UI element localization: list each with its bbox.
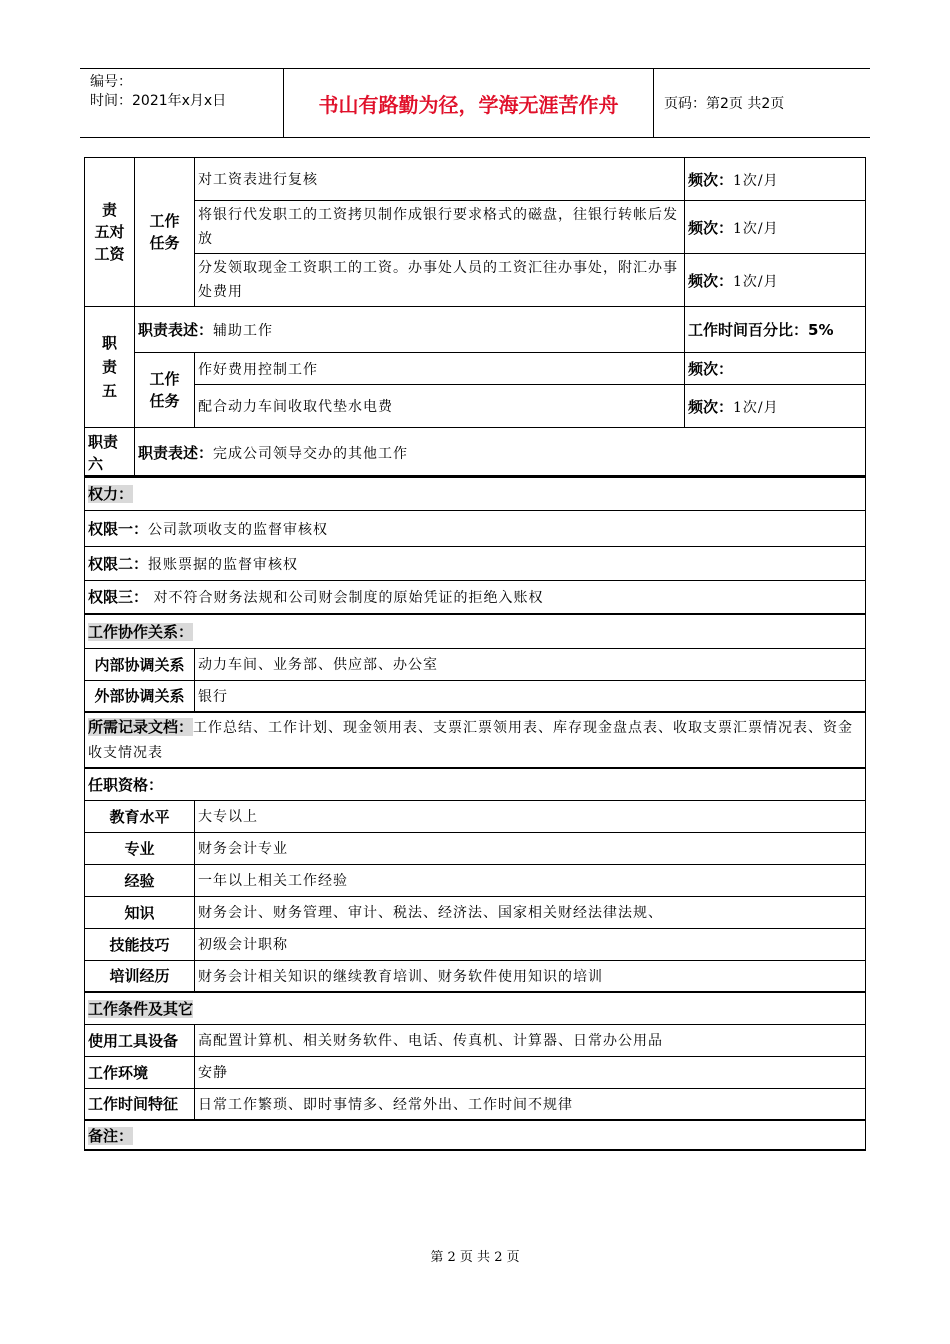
qualification-label: 经验 xyxy=(85,864,195,896)
external-relation-value: 银行 xyxy=(195,680,866,712)
duty6-label xyxy=(85,428,135,478)
records-cell xyxy=(85,712,866,768)
duty5-label-line: 职 xyxy=(101,334,117,352)
desc-label: 职责表述： xyxy=(138,444,214,462)
duty5-label-line: 五 xyxy=(101,382,117,400)
conditions-title-cell xyxy=(85,992,866,1024)
task-frequency xyxy=(685,385,866,428)
task-frequency xyxy=(685,201,866,254)
header-number: 编号： xyxy=(90,74,132,90)
condition-label: 使用工具设备 xyxy=(85,1024,195,1056)
sections-table xyxy=(84,475,866,1151)
notes-cell xyxy=(85,1120,866,1150)
power-item-value: 报账票据的监督审核权 xyxy=(148,556,299,573)
internal-relation-label: 内部协调关系 xyxy=(85,648,195,680)
duty6-description xyxy=(135,428,866,478)
duty-pay-task-label xyxy=(135,158,195,307)
power-item-label: 权限三： xyxy=(88,588,149,607)
conditions-title: 工作条件及其它 xyxy=(88,999,194,1018)
qualification-title: 任职资格： xyxy=(88,775,164,794)
freq-label: 频次： xyxy=(688,271,734,290)
qualification-label: 专业 xyxy=(85,832,195,864)
duty5-time-percent: 工作时间百分比：5% xyxy=(685,307,866,353)
power-item-label: 权限二： xyxy=(88,554,149,573)
power-title: 权力： xyxy=(88,484,134,503)
power-item xyxy=(85,580,866,614)
duty5-label xyxy=(85,307,135,428)
duty6-label-line: 职责 xyxy=(88,432,119,451)
external-relation-label: 外部协调关系 xyxy=(85,680,195,712)
duty-pay-label xyxy=(85,158,135,307)
notes-title: 备注： xyxy=(88,1126,134,1145)
qualification-value: 财务会计专业 xyxy=(195,832,866,864)
page-footer: 第 2 页 共 2 页 xyxy=(430,1250,520,1265)
qualification-title-cell xyxy=(85,768,866,800)
qualification-label: 培训经历 xyxy=(85,960,195,992)
task-frequency xyxy=(685,353,866,385)
duty-pay-label-line: 五对 xyxy=(94,223,125,241)
records-label: 所需记录文档： xyxy=(88,718,194,736)
task-frequency xyxy=(685,254,866,307)
desc-value: 辅助工作 xyxy=(213,323,274,339)
power-item xyxy=(85,510,866,546)
condition-label: 工作时间特征 xyxy=(85,1088,195,1120)
freq-label: 频次： xyxy=(688,397,734,416)
freq-value: 1次/月 xyxy=(733,273,779,290)
cooperation-title: 工作协作关系： xyxy=(88,622,194,641)
freq-value: 1次/月 xyxy=(733,399,779,416)
duty-pay-label-line: 责 xyxy=(101,201,117,219)
task-label-line: 任务 xyxy=(149,234,180,252)
power-item xyxy=(85,546,866,580)
duty5-task-label xyxy=(135,353,195,428)
task-frequency xyxy=(685,158,866,201)
qualification-label: 教育水平 xyxy=(85,800,195,832)
task-text: 对工资表进行复核 xyxy=(195,158,685,201)
qualification-value: 大专以上 xyxy=(195,800,866,832)
freq-value: 1次/月 xyxy=(733,172,779,189)
power-item-value: 公司款项收支的监督审核权 xyxy=(148,521,329,538)
task-label-line: 任务 xyxy=(149,392,180,410)
qualification-label: 知识 xyxy=(85,896,195,928)
cooperation-title-cell xyxy=(85,614,866,648)
page-header xyxy=(80,68,870,138)
header-time: 时间：2021年x月x日 xyxy=(90,93,227,109)
desc-label: 职责表述： xyxy=(138,321,214,339)
task-text: 分发领取现金工资职工的工资。办事处人员的工资汇往办事处，附汇办事处费用 xyxy=(195,254,685,307)
header-motto: 书山有路勤为径，学海无涯苦作舟 xyxy=(284,69,654,137)
power-title-cell xyxy=(85,476,866,510)
task-text: 作好费用控制工作 xyxy=(195,353,685,385)
qualification-value: 财务会计相关知识的继续教育培训、财务软件使用知识的培训 xyxy=(195,960,866,992)
freq-label: 频次： xyxy=(688,170,734,189)
header-meta xyxy=(80,69,284,137)
duty5-description xyxy=(135,307,685,353)
qualification-value: 初级会计职称 xyxy=(195,928,866,960)
qualification-label: 技能技巧 xyxy=(85,928,195,960)
task-label-line: 工作 xyxy=(149,212,180,230)
qualification-value: 财务会计、财务管理、审计、税法、经济法、国家相关财经法律法规、 xyxy=(195,896,866,928)
power-item-value: 对不符合财务法规和公司财会制度的原始凭证的拒绝入账权 xyxy=(148,590,544,607)
condition-value: 安静 xyxy=(195,1056,866,1088)
freq-label: 频次： xyxy=(688,360,734,378)
duty-table xyxy=(84,157,866,478)
duty-pay-label-line: 工资 xyxy=(94,245,125,263)
power-item-label: 权限一： xyxy=(88,519,149,538)
records-value: 工作总结、工作计划、现金领用表、支票汇票领用表、库存现金盘点表、收取支票汇票情况表、资金收支情况表 xyxy=(88,720,854,761)
freq-label: 频次： xyxy=(688,218,734,237)
qualification-value: 一年以上相关工作经验 xyxy=(195,864,866,896)
task-label-line: 工作 xyxy=(149,370,180,388)
duty6-label-line: 六 xyxy=(88,454,104,473)
duty5-label-line: 责 xyxy=(101,358,117,376)
condition-label: 工作环境 xyxy=(85,1056,195,1088)
task-text: 配合动力车间收取代垫水电费 xyxy=(195,385,685,428)
internal-relation-value: 动力车间、业务部、供应部、办公室 xyxy=(195,648,866,680)
freq-value: 1次/月 xyxy=(733,220,779,237)
desc-value: 完成公司领导交办的其他工作 xyxy=(213,446,409,462)
header-page-info: 页码：第2页 共2页 xyxy=(664,96,785,112)
task-text: 将银行代发职工的工资拷贝制作成银行要求格式的磁盘，往银行转帐后发放 xyxy=(195,201,685,254)
condition-value: 高配置计算机、相关财务软件、电话、传真机、计算器、日常办公用品 xyxy=(195,1024,866,1056)
condition-value: 日常工作繁琐、即时事情多、经常外出、工作时间不规律 xyxy=(195,1088,866,1120)
